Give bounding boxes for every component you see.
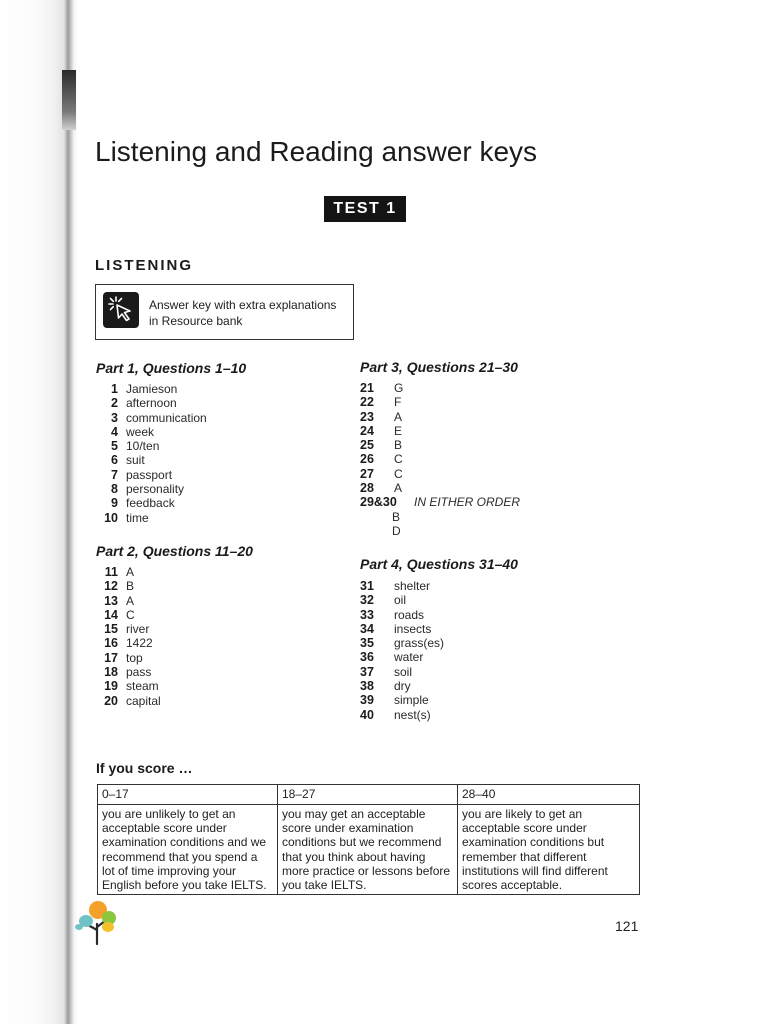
score-range-cell: 28–40 (458, 785, 640, 805)
answer-row (96, 511, 207, 525)
answer-row (360, 452, 520, 466)
answer-number: 19 (104, 679, 118, 694)
part3-answer-list (360, 381, 520, 538)
either-order-note: IN EITHER ORDER (414, 495, 521, 510)
answer-value: suit (126, 453, 145, 468)
answer-number: 32 (360, 593, 374, 608)
answer-row (96, 496, 207, 510)
answer-value: capital (126, 693, 161, 708)
score-range-cell: 0–17 (98, 785, 278, 805)
answer-number: 38 (360, 679, 374, 694)
answer-value: dry (394, 679, 411, 694)
answer-row (360, 650, 444, 664)
book-spine-shadow (0, 0, 78, 1024)
part2-heading: Part 2, Questions 11–20 (96, 543, 253, 559)
answer-row (360, 679, 444, 693)
answer-number: 23 (360, 409, 374, 424)
score-range-cell: 18–27 (278, 785, 458, 805)
answer-value: pass (126, 665, 152, 680)
answer-number: 35 (360, 636, 374, 651)
answer-value: F (394, 395, 402, 410)
answer-value: communication (126, 410, 207, 425)
answer-value: C (394, 466, 403, 481)
score-advice-cell: you may get an acceptable score under examination conditions but we recommend that you think about having more practice or lessons before you take IELTS. (278, 805, 458, 895)
answer-row (360, 510, 520, 524)
answer-row (96, 411, 207, 425)
info-box-text: Answer key with extra explanations in Resource bank (149, 298, 337, 328)
answer-value: afternoon (126, 396, 177, 411)
answer-value: time (126, 510, 149, 525)
answer-row-either-order (360, 495, 520, 509)
answer-number: 40 (360, 707, 374, 722)
answer-number: 11 (104, 565, 118, 579)
answer-row (360, 622, 444, 636)
answer-value: nest(s) (394, 707, 431, 722)
answer-value: steam (126, 679, 159, 694)
answer-number: 33 (360, 607, 374, 622)
answer-value: A (126, 565, 135, 579)
answer-value: soil (394, 664, 413, 679)
answer-number: 1 (111, 382, 118, 396)
part3-heading: Part 3, Questions 21–30 (360, 359, 518, 375)
answer-number: 20 (104, 693, 118, 708)
answer-value: B (126, 579, 135, 594)
answer-number: 31 (360, 579, 374, 593)
answer-row (360, 593, 444, 607)
score-advice-cell: you are unlikely to get an acceptable score under examination conditions and we recommend that you spend a lot of time improving your English before you take IELTS. (98, 805, 278, 895)
answer-value: top (126, 650, 143, 665)
answer-number: 2 (111, 396, 118, 411)
answer-number: 5 (111, 439, 118, 454)
answer-number: 3 (111, 410, 118, 425)
answer-number: 9 (111, 496, 118, 511)
answer-row (96, 382, 207, 396)
score-heading: If you score … (96, 760, 193, 776)
answer-value: oil (394, 593, 407, 608)
answer-row (360, 467, 520, 481)
answer-number: 36 (360, 650, 374, 665)
page-number: 121 (615, 918, 639, 934)
answer-number: 26 (360, 452, 374, 467)
answer-value: river (126, 622, 150, 637)
answer-row (96, 694, 161, 708)
answer-value: insects (394, 621, 432, 636)
answer-number: 8 (111, 482, 118, 497)
part1-heading: Part 1, Questions 1–10 (96, 360, 247, 376)
answer-number: 34 (360, 621, 374, 636)
answer-row (96, 396, 207, 410)
answer-row (360, 579, 444, 593)
answer-number: 22 (360, 395, 374, 410)
answer-number: 17 (104, 650, 118, 665)
part4-answer-list (360, 579, 444, 722)
score-advice-cell: you are likely to get an acceptable score under examination conditions but remember that different institutions will find different scores acceptable. (458, 805, 640, 895)
answer-value: B (394, 438, 403, 453)
answer-row (360, 636, 444, 650)
answer-row (360, 693, 444, 707)
answer-value: E (394, 423, 403, 438)
page-title: Listening and Reading answer keys (95, 136, 538, 167)
answer-number: 39 (360, 693, 374, 708)
answer-number: 21 (360, 381, 374, 395)
answer-value: G (394, 381, 404, 395)
answer-value: Jamieson (126, 382, 178, 396)
answer-value: personality (126, 482, 185, 497)
answer-number: 27 (360, 466, 374, 481)
answer-value: B (392, 509, 401, 524)
answer-value: D (392, 523, 401, 538)
answer-row (360, 381, 520, 395)
answer-value: A (394, 409, 403, 424)
answer-number: 29&30 (360, 495, 397, 510)
section-heading: LISTENING (95, 257, 194, 274)
score-table (97, 784, 640, 895)
answer-number: 7 (111, 467, 118, 482)
answer-value: shelter (394, 579, 431, 593)
answer-value: 10/ten (126, 439, 160, 454)
answer-number: 16 (104, 636, 118, 651)
answer-number: 14 (104, 607, 118, 622)
answer-row (360, 708, 444, 722)
answer-row (96, 468, 207, 482)
score-table-header-row (98, 785, 640, 805)
spine-edge (62, 70, 76, 130)
answer-row (96, 439, 207, 453)
answer-row (96, 579, 161, 593)
answer-row (360, 424, 520, 438)
answer-row (96, 665, 161, 679)
answer-row (96, 608, 161, 622)
answer-row (96, 594, 161, 608)
answer-number: 18 (104, 665, 118, 680)
answer-value: week (126, 424, 155, 439)
answer-number: 25 (360, 438, 374, 453)
answer-number: 6 (111, 453, 118, 468)
answer-row (96, 679, 161, 693)
answer-value: A (126, 593, 135, 608)
answer-number: 12 (104, 579, 118, 594)
answer-number: 37 (360, 664, 374, 679)
answer-row (360, 665, 444, 679)
answer-row (96, 622, 161, 636)
answer-row (96, 453, 207, 467)
answer-value: 1422 (126, 636, 153, 651)
part2-answer-list (96, 565, 161, 708)
score-table-body-row (98, 805, 640, 895)
answer-row (360, 524, 520, 538)
part1-answer-list (96, 382, 207, 525)
answer-row (360, 395, 520, 409)
answer-value: grass(es) (394, 636, 445, 651)
answer-row (96, 565, 161, 579)
answer-number: 28 (360, 481, 374, 496)
answer-row (360, 481, 520, 495)
answer-row (96, 636, 161, 650)
answer-value: passport (126, 467, 173, 482)
test-badge: TEST 1 (324, 196, 406, 222)
answer-number: 4 (111, 424, 118, 439)
cursor-click-icon (103, 292, 139, 328)
answer-value: feedback (126, 496, 175, 511)
answer-row (96, 425, 207, 439)
answer-value: roads (394, 607, 425, 622)
answer-number: 15 (104, 622, 118, 637)
answer-row (360, 438, 520, 452)
answer-number: 24 (360, 423, 374, 438)
answer-row (360, 608, 444, 622)
answer-value: water (394, 650, 424, 665)
answer-value: simple (394, 693, 429, 708)
answer-row (96, 482, 207, 496)
answer-row (96, 651, 161, 665)
answer-number: 10 (104, 510, 118, 525)
answer-row (360, 410, 520, 424)
resource-info-box (95, 284, 354, 340)
answer-value: C (126, 607, 135, 622)
answer-number: 13 (104, 593, 118, 608)
part4-heading: Part 4, Questions 31–40 (360, 556, 518, 572)
tree-logo-icon (74, 900, 122, 951)
answer-value: C (394, 452, 403, 467)
answer-value: A (394, 481, 403, 496)
